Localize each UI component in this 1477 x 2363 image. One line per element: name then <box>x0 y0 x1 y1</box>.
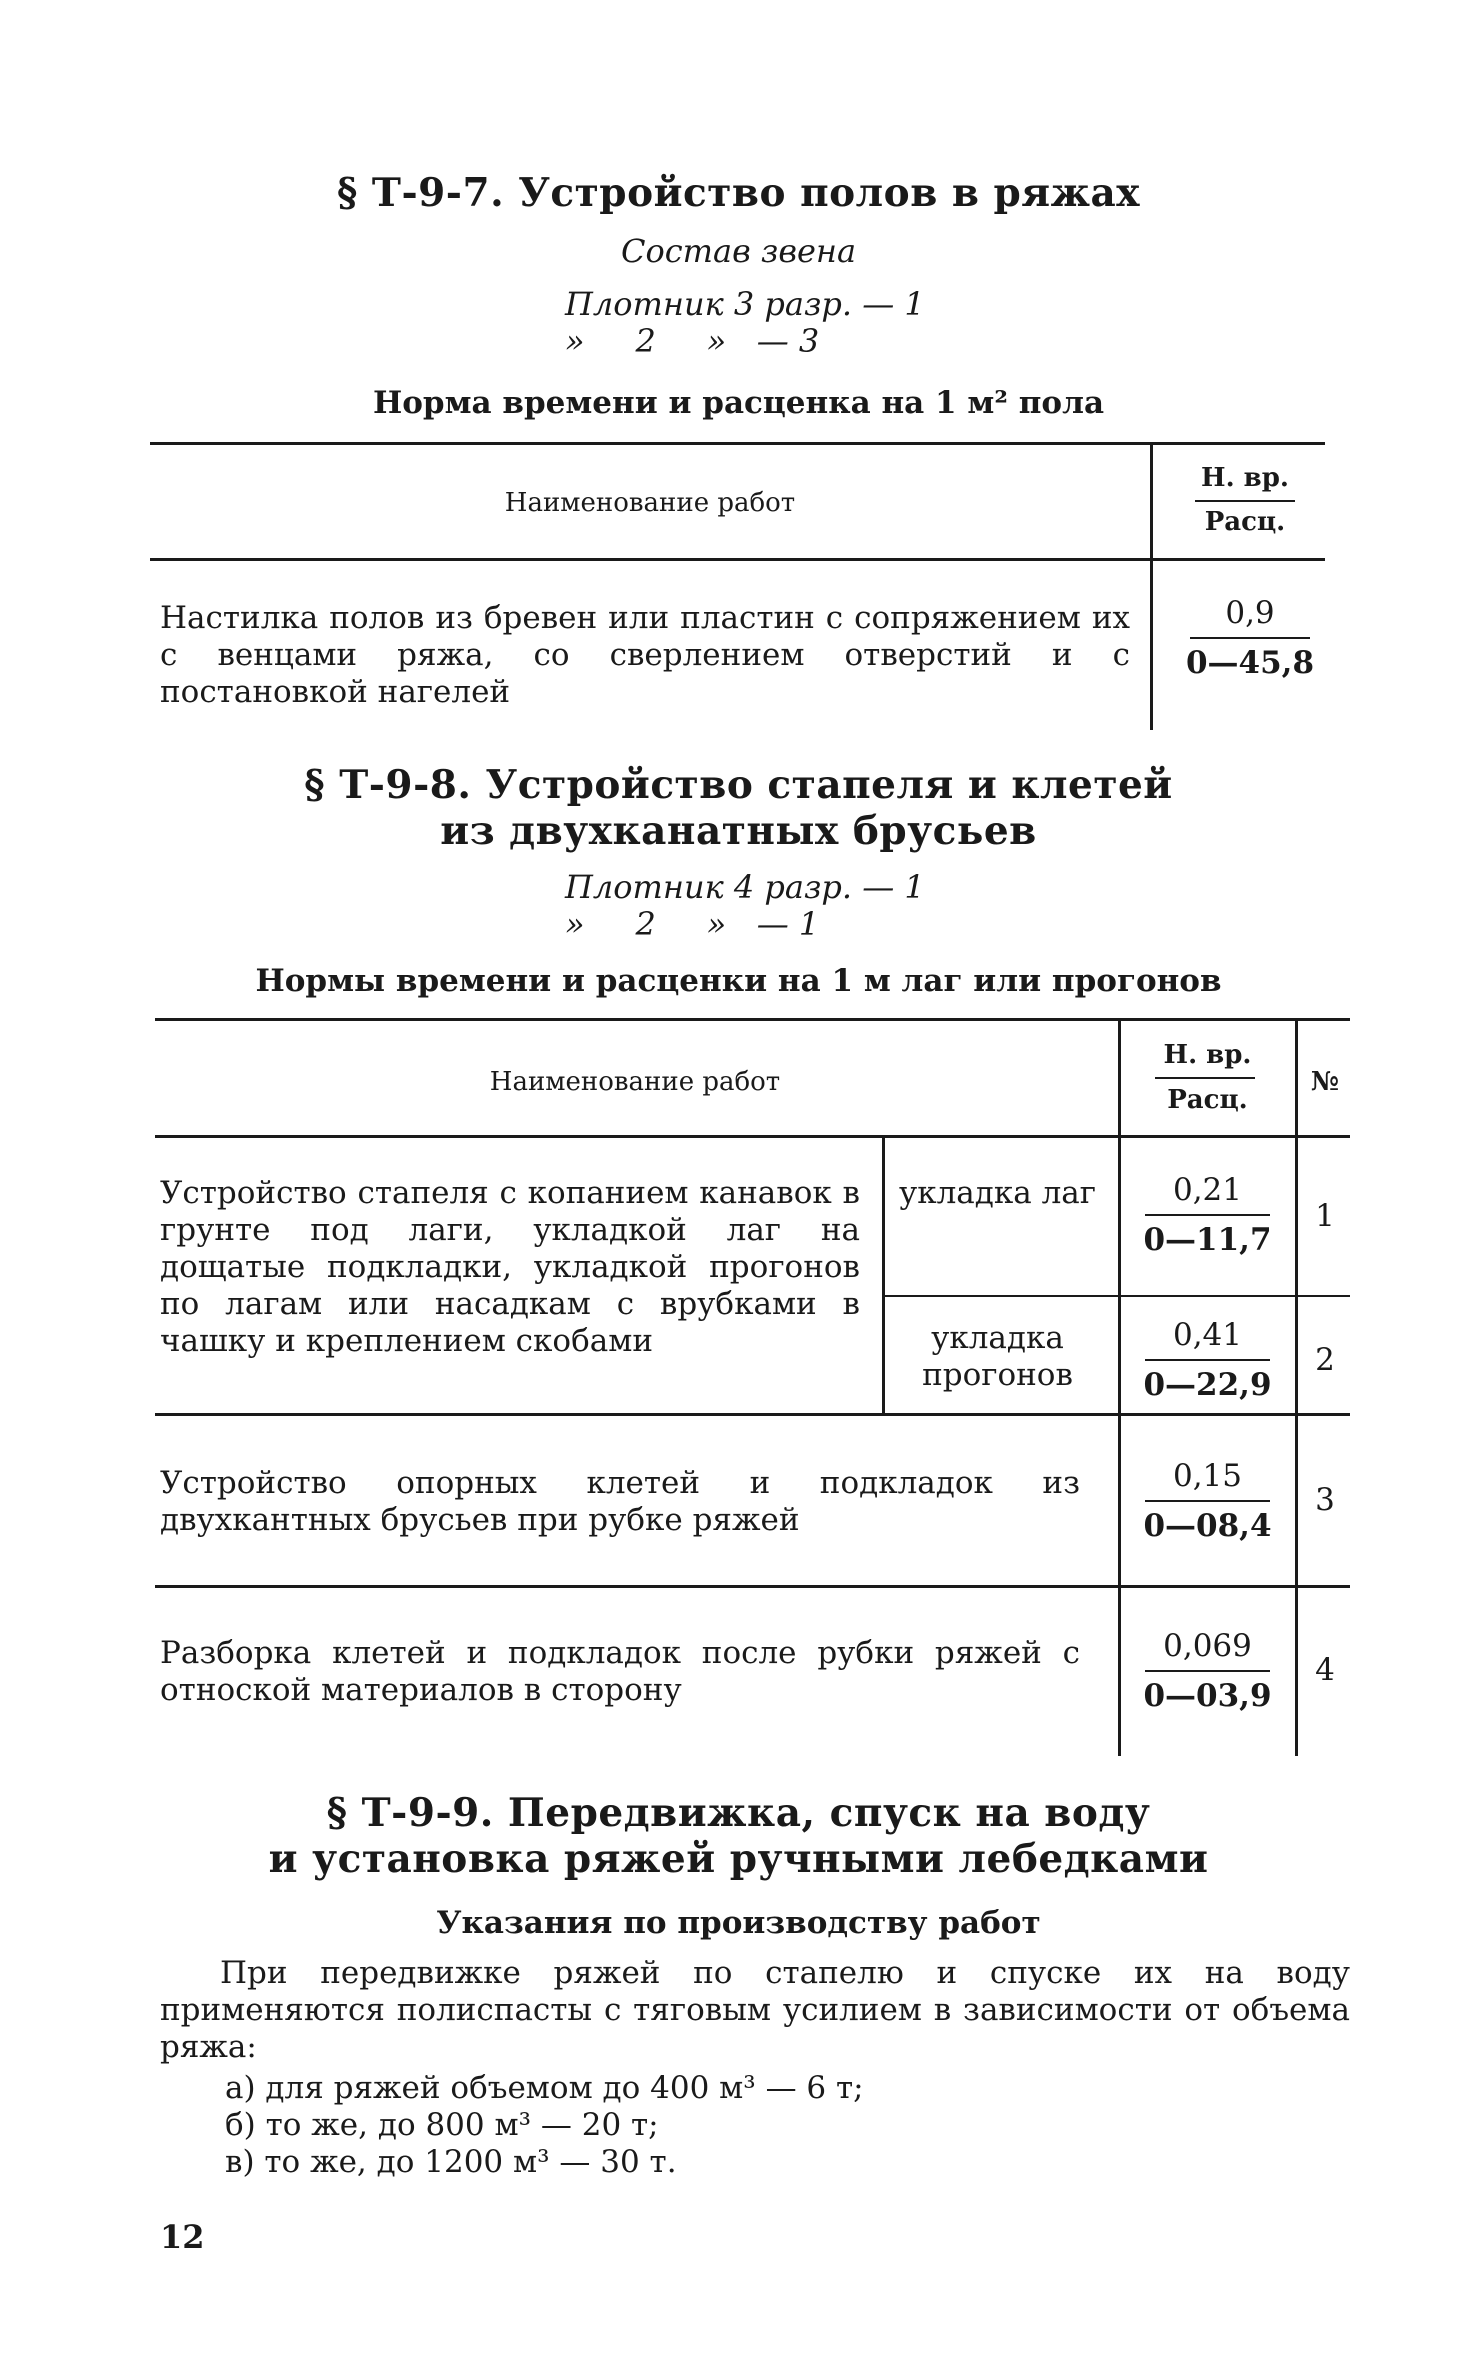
column-header-hvr: Н. вр. <box>1201 463 1289 493</box>
norm-fraction <box>1135 1458 1280 1544</box>
table-rule <box>155 1135 1350 1138</box>
fraction-line <box>1145 1500 1270 1502</box>
fraction-line <box>1145 1214 1270 1216</box>
table-rule <box>155 1413 1350 1416</box>
crew-line: Плотник 3 разр. — 1 <box>565 285 925 323</box>
table-rule <box>150 558 1325 561</box>
row-number: 3 <box>1315 1482 1335 1518</box>
crew-line: » 2 » — 3 <box>565 322 820 360</box>
table-row-text: Разборка клетей и подкладок после рубки ряжей с отноской материалов в сторону <box>160 1635 1080 1708</box>
section-title-t-9-8: § Т-9-8. Устройство стапеля и клетей <box>304 762 1173 808</box>
norm-hvr-value: 0,41 <box>1172 1317 1243 1353</box>
page-number: 12 <box>160 2218 205 2256</box>
row-number: 2 <box>1315 1342 1335 1378</box>
norm-heading: Нормы времени и расценки на 1 м лаг или прогонов <box>255 963 1222 999</box>
header-fraction-line <box>1195 500 1295 502</box>
norm-hvr-value: 0,069 <box>1163 1628 1252 1664</box>
row-number: 1 <box>1315 1198 1335 1234</box>
crew-heading: Состав звена <box>620 232 857 270</box>
table-divider <box>882 1138 885 1413</box>
norm-hvr-value: 0,15 <box>1172 1458 1243 1494</box>
norm-rasc-value: 0—11,7 <box>1143 1222 1272 1258</box>
section-title-t-9-8-cont: из двухканатных брусьев <box>440 808 1037 854</box>
norm-fraction <box>1185 595 1315 681</box>
column-header-rasc: Расц. <box>1204 507 1286 537</box>
row-number: 4 <box>1315 1652 1335 1688</box>
column-header-hvr: Н. вр. <box>1163 1040 1252 1070</box>
table-divider <box>1150 445 1153 730</box>
fraction-line <box>1145 1670 1270 1672</box>
crew-line: Плотник 4 разр. — 1 <box>565 868 925 906</box>
norm-fraction <box>1135 1172 1280 1258</box>
section-title-t-9-9-cont: и установка ряжей ручными лебедками <box>268 1836 1209 1882</box>
subrow-label: укладка лаг <box>898 1175 1096 1211</box>
fraction-line <box>1145 1359 1270 1361</box>
table-divider <box>1118 1021 1121 1756</box>
table-row-text: Устройство стапеля с копанием канавок в грунте под лаги, укладкой лаг на дощатые подкладки, укладкой прогонов по лагам или насадкам с врубками в чашку и креплением скобами <box>160 1175 860 1359</box>
header-fraction-line <box>1155 1077 1255 1079</box>
table-rule <box>150 442 1325 445</box>
section-title-t-9-9: § Т-9-9. Передвижка, спуск на воду <box>326 1790 1151 1836</box>
norm-rasc-value: 0—03,9 <box>1143 1678 1272 1714</box>
norm-rasc-value: 0—45,8 <box>1185 645 1315 681</box>
table-rule <box>885 1295 1350 1297</box>
column-header-name: Наименование работ <box>504 488 796 518</box>
column-header-rasc: Расц. <box>1167 1085 1248 1115</box>
subrow-label: укладка прогонов <box>922 1320 1073 1393</box>
list-item: б) то же, до 800 м³ — 20 т; <box>225 2107 659 2143</box>
norm-hvr-value: 0,9 <box>1225 595 1275 631</box>
subheading: Указания по производству работ <box>436 1905 1041 1941</box>
table-row-text: Настилка полов из бревен или пластин с сопряжением их с венцами ряжа, со сверлением отверстий и с постановкой нагелей <box>160 600 1130 710</box>
norm-heading: Норма времени и расценка на 1 м² пола <box>372 385 1105 421</box>
norm-rasc-value: 0—22,9 <box>1143 1367 1272 1403</box>
list-item: в) то же, до 1200 м³ — 30 т. <box>225 2144 677 2180</box>
norm-fraction <box>1135 1317 1280 1403</box>
list-item: а) для ряжей объемом до 400 м³ — 6 т; <box>225 2070 864 2106</box>
fraction-line <box>1190 637 1310 639</box>
table-rule <box>155 1585 1350 1588</box>
norm-hvr-value: 0,21 <box>1172 1172 1243 1208</box>
paragraph: При передвижке ряжей по стапелю и спуске их на воду применяются полиспасты с тяговым усилием в зависимости от объема ряжа: <box>160 1955 1350 2065</box>
table-rule <box>155 1018 1350 1021</box>
table-row-text: Устройство опорных клетей и подкладок из двухкантных брусьев при рубке ряжей <box>160 1465 1080 1538</box>
section-title-t-9-7: § Т-9-7. Устройство полов в ряжах <box>336 170 1141 216</box>
column-header-number: № <box>1310 1067 1340 1097</box>
table-divider <box>1295 1021 1298 1756</box>
norm-rasc-value: 0—08,4 <box>1143 1508 1272 1544</box>
column-header-name: Наименование работ <box>489 1067 781 1097</box>
crew-line: » 2 » — 1 <box>565 905 820 943</box>
norm-fraction <box>1135 1628 1280 1714</box>
